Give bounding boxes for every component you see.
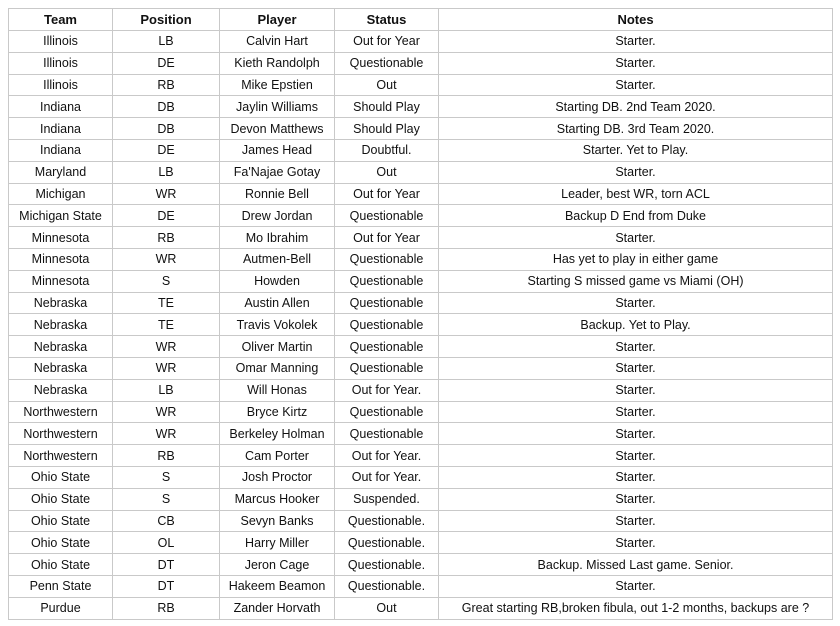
cell-notes[interactable]: Backup. Missed Last game. Senior. — [439, 554, 833, 576]
cell-position[interactable]: S — [113, 270, 220, 292]
cell-team[interactable]: Ohio State — [9, 466, 113, 488]
cell-position[interactable]: DE — [113, 139, 220, 161]
cell-team[interactable]: Minnesota — [9, 227, 113, 249]
cell-team[interactable]: Nebraska — [9, 292, 113, 314]
cell-team[interactable]: Minnesota — [9, 248, 113, 270]
header-notes: Notes — [439, 9, 833, 31]
table-row[interactable] — [9, 357, 833, 379]
cell-player[interactable]: Bryce Kirtz — [220, 401, 335, 423]
table-body — [9, 31, 833, 620]
cell-player[interactable]: Jaylin Williams — [220, 96, 335, 118]
cell-player[interactable]: Ronnie Bell — [220, 183, 335, 205]
cell-notes[interactable]: Starter. — [439, 161, 833, 183]
table-row[interactable] — [9, 488, 833, 510]
cell-position[interactable]: TE — [113, 314, 220, 336]
cell-player[interactable]: Howden — [220, 270, 335, 292]
table-row[interactable] — [9, 423, 833, 445]
cell-position[interactable]: RB — [113, 227, 220, 249]
cell-team[interactable]: Nebraska — [9, 336, 113, 358]
cell-notes[interactable]: Has yet to play in either game — [439, 248, 833, 270]
cell-status[interactable]: Questionable — [335, 205, 439, 227]
table-row[interactable] — [9, 314, 833, 336]
cell-status[interactable]: Questionable — [335, 423, 439, 445]
cell-player[interactable]: Josh Proctor — [220, 466, 335, 488]
cell-position[interactable]: WR — [113, 336, 220, 358]
table-row[interactable] — [9, 532, 833, 554]
cell-team[interactable]: Penn State — [9, 575, 113, 597]
table-row[interactable] — [9, 597, 833, 619]
cell-player[interactable]: Drew Jordan — [220, 205, 335, 227]
cell-player[interactable]: Mo Ibrahim — [220, 227, 335, 249]
cell-position[interactable]: WR — [113, 183, 220, 205]
cell-position[interactable]: WR — [113, 248, 220, 270]
cell-position[interactable]: DE — [113, 52, 220, 74]
cell-player[interactable]: Omar Manning — [220, 357, 335, 379]
cell-status[interactable]: Out for Year — [335, 31, 439, 53]
table-row[interactable] — [9, 74, 833, 96]
header-position: Position — [113, 9, 220, 31]
cell-notes[interactable]: Starter. — [439, 401, 833, 423]
cell-notes[interactable]: Starter. — [439, 445, 833, 467]
cell-position[interactable]: WR — [113, 401, 220, 423]
cell-status[interactable]: Questionable — [335, 336, 439, 358]
cell-player[interactable]: Jeron Cage — [220, 554, 335, 576]
cell-status[interactable]: Questionable. — [335, 532, 439, 554]
cell-player[interactable]: Will Honas — [220, 379, 335, 401]
table-row[interactable] — [9, 205, 833, 227]
table-row[interactable] — [9, 466, 833, 488]
cell-team[interactable]: Indiana — [9, 96, 113, 118]
cell-notes[interactable]: Starting DB. 3rd Team 2020. — [439, 118, 833, 140]
cell-team[interactable]: Ohio State — [9, 532, 113, 554]
cell-status[interactable]: Out for Year — [335, 183, 439, 205]
cell-status[interactable]: Questionable — [335, 248, 439, 270]
table-row[interactable] — [9, 161, 833, 183]
cell-team[interactable]: Indiana — [9, 118, 113, 140]
table-row[interactable] — [9, 270, 833, 292]
cell-team[interactable]: Maryland — [9, 161, 113, 183]
cell-notes[interactable]: Starter. — [439, 74, 833, 96]
cell-status[interactable]: Questionable — [335, 357, 439, 379]
cell-status[interactable]: Out for Year — [335, 227, 439, 249]
cell-notes[interactable]: Starter. — [439, 532, 833, 554]
cell-status[interactable]: Questionable — [335, 270, 439, 292]
header-team: Team — [9, 9, 113, 31]
cell-player[interactable]: Zander Horvath — [220, 597, 335, 619]
cell-notes[interactable]: Starter. — [439, 379, 833, 401]
table-row[interactable] — [9, 96, 833, 118]
cell-player[interactable]: Berkeley Holman — [220, 423, 335, 445]
cell-notes[interactable]: Starter. — [439, 357, 833, 379]
cell-player[interactable]: Harry Miller — [220, 532, 335, 554]
cell-status[interactable]: Questionable. — [335, 554, 439, 576]
cell-notes[interactable]: Starting DB. 2nd Team 2020. — [439, 96, 833, 118]
table-header — [9, 9, 833, 31]
cell-notes[interactable]: Starter. — [439, 466, 833, 488]
cell-team[interactable]: Purdue — [9, 597, 113, 619]
cell-player[interactable]: Fa'Najae Gotay — [220, 161, 335, 183]
cell-position[interactable]: RB — [113, 597, 220, 619]
cell-position[interactable]: OL — [113, 532, 220, 554]
cell-team[interactable]: Michigan State — [9, 205, 113, 227]
cell-position[interactable]: LB — [113, 31, 220, 53]
cell-notes[interactable]: Starter. — [439, 575, 833, 597]
cell-team[interactable]: Nebraska — [9, 314, 113, 336]
cell-player[interactable]: Travis Vokolek — [220, 314, 335, 336]
cell-position[interactable]: WR — [113, 423, 220, 445]
injury-table — [8, 8, 833, 620]
cell-player[interactable]: Sevyn Banks — [220, 510, 335, 532]
table-row[interactable] — [9, 336, 833, 358]
table-row[interactable] — [9, 575, 833, 597]
cell-notes[interactable]: Starter. — [439, 423, 833, 445]
cell-notes[interactable]: Backup D End from Duke — [439, 205, 833, 227]
cell-team[interactable]: Ohio State — [9, 554, 113, 576]
cell-status[interactable]: Out for Year. — [335, 466, 439, 488]
cell-player[interactable]: Marcus Hooker — [220, 488, 335, 510]
cell-position[interactable]: S — [113, 466, 220, 488]
cell-player[interactable]: Kieth Randolph — [220, 52, 335, 74]
cell-status[interactable]: Questionable — [335, 314, 439, 336]
table-row[interactable] — [9, 248, 833, 270]
cell-player[interactable]: James Head — [220, 139, 335, 161]
cell-team[interactable]: Illinois — [9, 74, 113, 96]
cell-notes[interactable]: Starter. — [439, 488, 833, 510]
cell-position[interactable]: DT — [113, 554, 220, 576]
cell-status[interactable]: Out for Year. — [335, 379, 439, 401]
cell-position[interactable]: CB — [113, 510, 220, 532]
table-row[interactable] — [9, 183, 833, 205]
table-row[interactable] — [9, 31, 833, 53]
table-row[interactable] — [9, 554, 833, 576]
cell-status[interactable]: Questionable — [335, 401, 439, 423]
cell-notes[interactable]: Starter. — [439, 336, 833, 358]
cell-position[interactable]: TE — [113, 292, 220, 314]
injury-report-sheet — [8, 8, 833, 620]
cell-team[interactable]: Minnesota — [9, 270, 113, 292]
cell-team[interactable]: Nebraska — [9, 379, 113, 401]
cell-team[interactable]: Nebraska — [9, 357, 113, 379]
cell-team[interactable]: Ohio State — [9, 488, 113, 510]
cell-notes[interactable]: Starter. — [439, 510, 833, 532]
cell-team[interactable]: Indiana — [9, 139, 113, 161]
cell-team[interactable]: Northwestern — [9, 445, 113, 467]
cell-position[interactable]: DB — [113, 118, 220, 140]
cell-position[interactable]: LB — [113, 379, 220, 401]
cell-position[interactable]: RB — [113, 74, 220, 96]
cell-notes[interactable]: Starter. — [439, 52, 833, 74]
cell-player[interactable]: Oliver Martin — [220, 336, 335, 358]
cell-position[interactable]: DB — [113, 96, 220, 118]
cell-status[interactable]: Questionable. — [335, 510, 439, 532]
cell-position[interactable]: WR — [113, 357, 220, 379]
cell-player[interactable]: Devon Matthews — [220, 118, 335, 140]
cell-notes[interactable]: Starter. — [439, 292, 833, 314]
header-status: Status — [335, 9, 439, 31]
cell-notes[interactable]: Leader, best WR, torn ACL — [439, 183, 833, 205]
cell-team[interactable]: Michigan — [9, 183, 113, 205]
cell-status[interactable]: Suspended. — [335, 488, 439, 510]
cell-player[interactable]: Hakeem Beamon — [220, 575, 335, 597]
cell-player[interactable]: Calvin Hart — [220, 31, 335, 53]
cell-status[interactable]: Questionable. — [335, 575, 439, 597]
cell-player[interactable]: Mike Epstien — [220, 74, 335, 96]
cell-position[interactable]: DE — [113, 205, 220, 227]
cell-team[interactable]: Illinois — [9, 31, 113, 53]
cell-status[interactable]: Out — [335, 161, 439, 183]
cell-position[interactable]: S — [113, 488, 220, 510]
cell-notes[interactable]: Starting S missed game vs Miami (OH) — [439, 270, 833, 292]
table-row[interactable] — [9, 379, 833, 401]
cell-status[interactable]: Questionable — [335, 52, 439, 74]
table-row[interactable] — [9, 445, 833, 467]
cell-status[interactable]: Out for Year. — [335, 445, 439, 467]
cell-status[interactable]: Out — [335, 74, 439, 96]
cell-notes[interactable]: Great starting RB,broken fibula, out 1-2 months, backups are ? — [439, 597, 833, 619]
cell-position[interactable]: RB — [113, 445, 220, 467]
table-row[interactable] — [9, 139, 833, 161]
table-row[interactable] — [9, 52, 833, 74]
cell-position[interactable]: DT — [113, 575, 220, 597]
cell-status[interactable]: Out — [335, 597, 439, 619]
cell-team[interactable]: Ohio State — [9, 510, 113, 532]
cell-status[interactable]: Questionable — [335, 292, 439, 314]
header-row — [9, 9, 833, 31]
table-row[interactable] — [9, 118, 833, 140]
table-row[interactable] — [9, 227, 833, 249]
table-row[interactable] — [9, 510, 833, 532]
cell-status[interactable]: Doubtful. — [335, 139, 439, 161]
cell-status[interactable]: Should Play — [335, 118, 439, 140]
cell-player[interactable]: Autmen-Bell — [220, 248, 335, 270]
cell-player[interactable]: Austin Allen — [220, 292, 335, 314]
cell-position[interactable]: LB — [113, 161, 220, 183]
cell-player[interactable]: Cam Porter — [220, 445, 335, 467]
cell-team[interactable]: Illinois — [9, 52, 113, 74]
cell-notes[interactable]: Starter. — [439, 31, 833, 53]
cell-status[interactable]: Should Play — [335, 96, 439, 118]
table-row[interactable] — [9, 401, 833, 423]
cell-notes[interactable]: Starter. — [439, 227, 833, 249]
table-row[interactable] — [9, 292, 833, 314]
cell-notes[interactable]: Backup. Yet to Play. — [439, 314, 833, 336]
cell-notes[interactable]: Starter. Yet to Play. — [439, 139, 833, 161]
header-player: Player — [220, 9, 335, 31]
cell-team[interactable]: Northwestern — [9, 423, 113, 445]
cell-team[interactable]: Northwestern — [9, 401, 113, 423]
